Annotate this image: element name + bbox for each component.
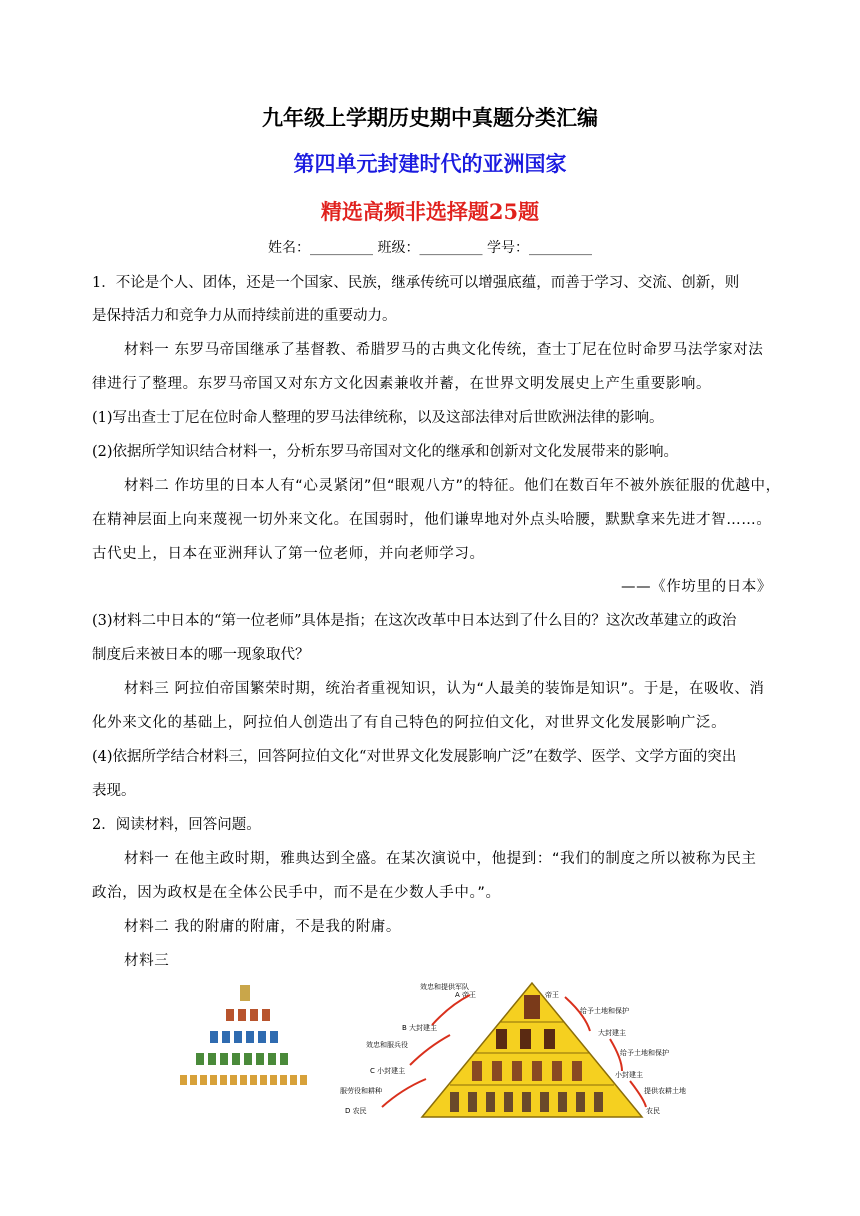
right-label-great-lord: 大封建主 [598, 1029, 626, 1037]
enfeoffment-pyramid-illustration [180, 985, 307, 1085]
student-info-line: 姓名：_________ 班级：_________ 学号：_________ [268, 240, 592, 256]
left-arrow-1 [432, 995, 470, 1025]
left-arrow-label-1: 效忠和提供军队 [420, 983, 469, 991]
left-arrow-label-3: 服劳役和耕种 [340, 1087, 382, 1095]
left-arrow-3 [382, 1079, 426, 1107]
right-label-emperor: 帝王 [545, 991, 559, 999]
section-title: 精选高频非选择题25题 [320, 199, 540, 224]
q1-material-2-line-2: 在精神层面上向来蔑视一切外来文化。在国弱时，他们谦卑地对外点头哈腰，默默拿来先进才智……。 [92, 512, 772, 528]
right-label-small-lord: 小封建主 [615, 1071, 643, 1079]
q2-stem: 2．阅读材料，回答问题。 [92, 817, 261, 833]
q1-material-2-source: ——《作坊里的日本》 [621, 579, 772, 595]
level-label-b: B 大封建主 [402, 1024, 438, 1032]
left-arrow-2 [410, 1035, 450, 1065]
q2-material-2: 材料二 我的附庸的附庸，不是我的附庸。 [124, 919, 402, 935]
q1-subquestion-2: (2)依据所学知识结合材料一，分析东罗马帝国对文化的继承和创新对文化发展带来的影响。 [92, 444, 679, 460]
q2-material-3-label: 材料三 [124, 953, 170, 969]
level-label-a: A 帝王 [455, 991, 477, 999]
q2-material-1-line-2: 政治，因为政权是在全体公民手中，而不是在少数人手中。”。 [92, 885, 501, 901]
q1-subquestion-3-line-1: (3)材料二中日本的“第一位老师”具体是指；在这次改革中日本达到了什么目的？这次改革建立的政治 [92, 613, 737, 629]
right-arrow-label-2: 给予土地和保护 [620, 1049, 669, 1057]
q1-stem-line-1: 1．不论是个人、团体，还是一个国家、民族，继承传统可以增强底蕴，而善于学习、交流、创新，则 [92, 275, 740, 291]
q1-material-1-line-1: 材料一 东罗马帝国继承了基督教、希腊罗马的古典文化传统，查士丁尼在位时命罗马法学家对法 [124, 342, 764, 358]
unit-title: 第四单元封建时代的亚洲国家 [293, 151, 567, 176]
q1-stem-line-2: 是保持活力和竞争力从而持续前进的重要动力。 [92, 308, 397, 324]
q2-material-1-line-1: 材料一 在他主政时期，雅典达到全盛。在某次演说中，他提到：“我们的制度之所以被称为民主 [124, 851, 757, 867]
q1-material-3-line-1: 材料三 阿拉伯帝国繁荣时期，统治者重视知识，认为“人最美的装饰是知识”。于是，在吸收、消 [124, 681, 765, 697]
q1-material-3-line-2: 化外来文化的基础上，阿拉伯人创造出了有自己特色的阿拉伯文化，对世界文化发展影响广泛。 [92, 715, 727, 731]
q1-subquestion-4-line-2: 表现。 [92, 783, 136, 799]
right-arrow-label-3: 提供农耕土地 [644, 1087, 686, 1095]
q1-material-2-line-1: 材料二 作坊里的日本人有“心灵紧闭”但“眼观八方”的特征。他们在数百年不被外族征服的优越中， [124, 478, 781, 494]
q1-subquestion-3-line-2: 制度后来被日本的哪一现象取代？ [92, 647, 310, 663]
right-label-peasant: 农民 [646, 1107, 660, 1115]
q1-subquestion-4-line-1: (4)依据所学结合材料三，回答阿拉伯文化“对世界文化发展影响广泛”在数学、医学、文学方面的突出 [92, 749, 737, 765]
q1-material-2-line-3: 古代史上，日本在亚洲拜认了第一位老师，并向老师学习。 [92, 546, 485, 562]
q1-material-1-line-2: 律进行了整理。东罗马帝国又对东方文化因素兼收并蓄，在世界文明发展史上产生重要影响。 [92, 376, 712, 392]
document-title: 九年级上学期历史期中真题分类汇编 [262, 105, 598, 130]
q1-subquestion-1: (1)写出查士丁尼在位时命人整理的罗马法律统称，以及这部法律对后世欧洲法律的影响。 [92, 410, 664, 426]
left-arrow-label-2: 效忠和服兵役 [366, 1041, 408, 1049]
level-label-c: C 小封建主 [370, 1067, 406, 1075]
feudal-hierarchy-figure [170, 975, 730, 1125]
right-arrow-label-1: 给予土地和保护 [580, 1007, 629, 1015]
level-label-d: D 农民 [345, 1107, 367, 1115]
